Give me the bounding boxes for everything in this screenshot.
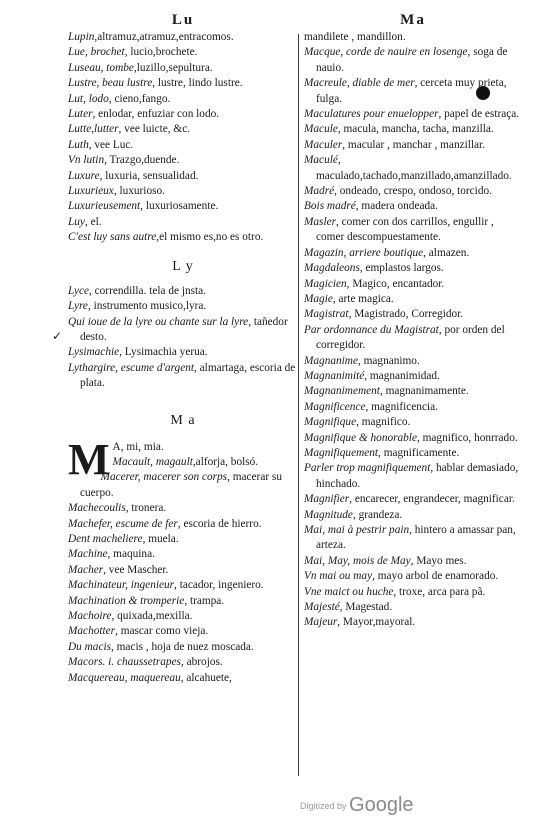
headword: Lupin — [68, 31, 95, 43]
entries-ma-continued — [304, 30, 522, 631]
definition: , madera ondeada. — [355, 200, 438, 213]
section-heading-ma: M a — [170, 412, 196, 428]
headword: Luseau, tombe — [68, 61, 134, 74]
dictionary-entry — [304, 585, 522, 600]
definition: ,el mismo es,no es otro. — [156, 231, 264, 244]
dictionary-entry — [68, 578, 298, 593]
headword: Macquereau, maquereau — [68, 671, 181, 684]
definition: A, mi, mia. — [112, 440, 164, 453]
dictionary-entry — [304, 369, 522, 384]
headword: Macors. i. chaussetrapes — [68, 656, 181, 669]
headword: Du macis — [68, 640, 111, 653]
digitized-by-google — [300, 794, 414, 817]
headword: Lut, lodo — [68, 92, 109, 105]
headword: Madré — [304, 185, 335, 198]
definition: , Magestad. — [339, 601, 393, 614]
digitized-prefix: Digitized by — [300, 801, 347, 811]
dictionary-entry — [304, 184, 522, 199]
headword: Vn mai ou may — [304, 570, 373, 583]
headword: Magnifique — [304, 416, 357, 429]
headword: Maculé — [304, 154, 338, 167]
headword: Machefer, escume de fer — [68, 517, 178, 530]
definition: , vee Mascher. — [103, 563, 169, 576]
definition: , escoria de hierro. — [177, 517, 262, 530]
dictionary-entry — [68, 501, 298, 516]
definition: , magnifico, honrrado. — [416, 431, 518, 444]
dictionary-entry — [68, 138, 298, 153]
dictionary-entry — [304, 107, 522, 122]
google-brand: Google — [349, 794, 414, 816]
headword: Vn lutin — [68, 154, 105, 167]
definition: , luxuriosamente. — [140, 200, 219, 213]
definition: , grandeza. — [352, 508, 403, 521]
dictionary-entry — [68, 122, 298, 137]
left-column — [68, 10, 298, 686]
headword: Macher — [68, 563, 104, 576]
definition: , magnifico. — [356, 416, 411, 429]
headword: Magistrat — [304, 308, 349, 321]
dictionary-entry — [304, 600, 522, 615]
dictionary-entry — [68, 76, 298, 91]
headword: Magnanimement — [304, 385, 380, 398]
dictionary-entry — [68, 361, 298, 392]
headword: Macule — [304, 123, 338, 136]
dictionary-entry — [304, 400, 522, 415]
definition: , luxuria, sensualidad. — [99, 169, 199, 182]
definition: , magnificamente. — [378, 446, 460, 459]
headword: Magnifier — [304, 493, 350, 506]
dictionary-entry — [68, 470, 298, 501]
headword: Luy — [68, 215, 85, 228]
definition: , muela. — [142, 532, 179, 545]
dictionary-entry — [68, 547, 298, 562]
definition: , mascar como vieja. — [115, 625, 209, 638]
dictionary-entry — [304, 215, 522, 246]
definition: , Magistrado, Corregidor. — [348, 308, 464, 321]
definition: , lucio,brochete. — [124, 46, 198, 59]
definition: , lustre, lindo lustre. — [152, 77, 243, 90]
definition: , ondeado, crespo, ondoso, torcido. — [334, 185, 492, 198]
headword: Macerer, macerer son corps — [100, 471, 228, 484]
dictionary-entry — [304, 292, 522, 307]
headword: Lutte,lutter — [68, 123, 119, 136]
headword: Lustre, beau lustre — [68, 77, 153, 90]
headword: Machination & tromperie — [68, 594, 185, 607]
headword: C'est luy sans autre — [68, 231, 157, 244]
dictionary-entry — [68, 671, 298, 686]
headword: Maculatures pour enuelopper — [304, 108, 439, 121]
dictionary-entry — [304, 461, 522, 492]
headword: Magnanimité — [304, 369, 365, 382]
headword: Dent macheliere — [68, 532, 143, 545]
definition: ,luzillo,sepultura. — [133, 61, 213, 74]
definition: , Mayor,mayoral. — [337, 616, 416, 629]
entries-lu — [68, 30, 298, 246]
headword: Magazin, arriere boutique — [304, 246, 424, 259]
definition: , troxe, arca para pã. — [393, 585, 486, 598]
dictionary-entry — [68, 563, 298, 578]
definition: , tañedor desto. — [80, 315, 288, 343]
definition: , comer con dos carrillos, engullir , comer descompuestamente. — [316, 215, 494, 244]
margin-mark: ✓ — [52, 329, 63, 343]
entries-ly — [68, 284, 298, 392]
dictionary-entry — [68, 655, 298, 670]
dictionary-entry — [304, 523, 522, 554]
dictionary-entry — [68, 199, 298, 214]
definition: , almartaga, escoria de plata. — [80, 361, 296, 390]
dictionary-entry — [304, 45, 522, 76]
definition: , Trazgo,duende. — [104, 154, 180, 167]
definition: , correndilla. tela de jnsta. — [89, 284, 207, 297]
definition: , maculado,tachado,manzillado,amanzillado. — [316, 154, 512, 182]
headword: Parler trop magnifiquement — [304, 462, 431, 475]
headword: Magie — [304, 292, 333, 305]
dictionary-entry — [304, 446, 522, 461]
dictionary-entry — [68, 169, 298, 184]
dictionary-entry — [68, 92, 298, 107]
dictionary-entry — [304, 261, 522, 276]
dictionary-entry — [304, 415, 522, 430]
dictionary-entry — [304, 246, 522, 261]
definition: , macula, mancha, tacha, manzilla. — [337, 123, 494, 136]
headword: Magicien — [304, 277, 347, 290]
headword: Par ordonnance du Magistrat — [304, 323, 439, 336]
dictionary-entry — [304, 569, 522, 584]
headword: Lyre — [68, 300, 88, 313]
definition: , magnanimo. — [357, 354, 420, 367]
definition: , soga de nauio. — [316, 46, 508, 74]
definition: , enlodar, enfuziar con lodo. — [92, 108, 220, 121]
definition: , instrumento musico,lyra. — [87, 300, 207, 313]
dictionary-entry — [68, 30, 298, 45]
dictionary-entry — [304, 554, 522, 569]
dictionary-entry — [68, 624, 298, 639]
definition: , maquina. — [107, 548, 155, 561]
headword: Magnanime — [304, 354, 358, 367]
dictionary-entry — [304, 199, 522, 214]
headword: Luxure — [68, 169, 100, 182]
headword: Macreule, diable de mer — [304, 77, 415, 90]
definition: , arte magica. — [332, 292, 394, 305]
dictionary-entry — [68, 315, 298, 346]
definition: , cieno,fango. — [108, 92, 171, 105]
headword: Macque, corde de nauire en losenge — [304, 46, 468, 59]
definition: , tronera. — [125, 502, 167, 515]
definition: , vee Luc. — [88, 138, 134, 151]
headword: Lythargire, escume d'argent — [68, 361, 195, 374]
running-head-right: Ma — [400, 12, 426, 28]
dictionary-entry — [68, 640, 298, 655]
definition: ,altramuz,atramuz,entracomos. — [94, 31, 234, 43]
definition: , magnanimamente. — [379, 385, 469, 398]
dictionary-entry — [68, 230, 298, 245]
definition: , abrojos. — [180, 656, 223, 669]
definition: , Magico, encantador. — [346, 277, 445, 290]
headword: Qui ioue de la lyre ou chante sur la lyre — [68, 315, 249, 328]
definition: , magnanimidad. — [364, 369, 440, 382]
definition: , hablar demasiado, hinchado. — [316, 462, 519, 490]
dictionary-entry — [304, 615, 522, 630]
definition: , magnificencia. — [365, 400, 438, 413]
definition: , cerceta muy prieta, fulga. — [316, 77, 507, 105]
definition: , luxurioso. — [113, 185, 165, 198]
dictionary-entry — [304, 384, 522, 399]
headword: Lue, brochet — [68, 46, 125, 59]
dictionary-entry — [68, 184, 298, 199]
definition: , encarecer, engrandecer, magnificar. — [349, 493, 515, 506]
dictionary-entry — [68, 107, 298, 122]
headword: Luxurieusement — [68, 200, 141, 213]
initial-capital: M — [68, 434, 110, 484]
dictionary-entry — [68, 215, 298, 230]
definition: , vee luicte, &c. — [118, 123, 191, 136]
definition: , por orden del corregidor. — [316, 323, 505, 352]
headword: Masler — [304, 215, 337, 228]
dictionary-entry — [68, 299, 298, 314]
headword: Magdaleons — [304, 262, 360, 275]
headword: Lyce — [68, 284, 89, 297]
headword: Magnifique & honorable — [304, 431, 417, 444]
dictionary-entry — [304, 431, 522, 446]
definition: , macis , hoja de nuez moscada. — [111, 640, 254, 653]
dictionary-entry — [68, 532, 298, 547]
definition: , Lysimachia yerua. — [119, 346, 208, 359]
dictionary-entry — [304, 508, 522, 523]
dictionary-entry — [68, 594, 298, 609]
right-column — [304, 10, 522, 631]
headword: Mai, mai à pestrir pain — [304, 524, 410, 536]
headword: Magnificence — [304, 400, 366, 413]
headword: Magnifiquement — [304, 446, 379, 459]
definition: , alcahuete, — [180, 671, 232, 684]
column-divider — [298, 34, 299, 776]
definition: , macerar su cuerpo. — [80, 471, 282, 499]
headword: Mai, May, mois de May — [304, 554, 411, 567]
dictionary-entry — [304, 153, 522, 184]
definition: ,alforja, bolsó. — [192, 455, 259, 468]
definition: mandilete , mandillon. — [304, 31, 406, 43]
dictionary-entry — [68, 153, 298, 168]
dictionary-entry — [304, 492, 522, 507]
definition: , Mayo mes. — [410, 554, 467, 567]
definition: , trampa. — [184, 594, 225, 607]
dictionary-entry — [304, 354, 522, 369]
headword: Machine — [68, 548, 108, 561]
headword: Majeur — [304, 616, 338, 629]
dictionary-entry — [304, 30, 522, 45]
dictionary-entry — [304, 277, 522, 292]
definition: , almazen. — [423, 246, 470, 259]
dictionary-entry — [304, 307, 522, 322]
dictionary-entry — [304, 323, 522, 354]
headword: Majesté — [304, 601, 340, 614]
dictionary-entry — [304, 76, 522, 107]
headword: Magnitude — [304, 508, 353, 521]
dictionary-entry — [304, 122, 522, 137]
headword: Machotter — [68, 625, 116, 638]
definition: , el. — [84, 215, 102, 228]
headword: Machoire — [68, 610, 112, 622]
definition: , macular , manchar , manzillar. — [342, 138, 485, 151]
dictionary-entry — [68, 517, 298, 532]
definition: , emplastos largos. — [359, 262, 444, 275]
dictionary-entry — [68, 284, 298, 299]
headword: Bois madré — [304, 200, 356, 213]
dictionary-entry — [68, 345, 298, 360]
dictionary-entry — [68, 61, 298, 76]
dictionary-entry — [68, 609, 298, 624]
headword: Macault, magault — [112, 455, 193, 468]
headword: Luth — [68, 138, 89, 151]
section-heading-ly: L y — [172, 258, 194, 274]
headword: Lysimachie — [68, 346, 120, 359]
headword: Vne maict ou huche — [304, 585, 394, 598]
running-head-left: Lu — [171, 12, 195, 28]
definition: , hintero a amassar pan, arteza. — [316, 524, 516, 552]
dictionary-entry — [304, 138, 522, 153]
headword: Luter — [68, 108, 93, 121]
headword: Machecoulis — [68, 502, 126, 515]
definition: , tacador, ingeniero. — [174, 579, 264, 592]
entries-ma — [68, 434, 298, 687]
headword: Maculer — [304, 138, 343, 151]
headword: Luxurieux — [68, 185, 114, 198]
definition: , papel de estraça. — [438, 108, 520, 121]
headword: Machinateur, ingenieur — [68, 579, 175, 592]
definition: , quixada,mexilla. — [111, 610, 193, 622]
dictionary-entry — [68, 45, 298, 60]
definition: , mayo arbol de enamorado. — [372, 570, 499, 583]
